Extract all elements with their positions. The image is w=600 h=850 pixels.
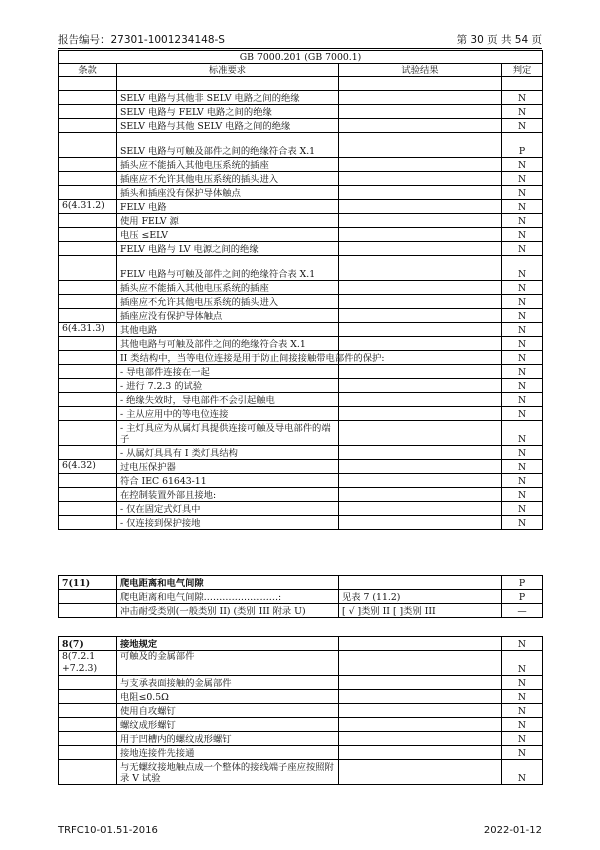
requirement-cell: 插头应不能插入其他电压系统的插座	[117, 281, 339, 295]
table-row	[59, 746, 543, 760]
requirement-cell: FELV 电路与可触及部件之间的绝缘符合表 X.1	[117, 256, 339, 281]
result-cell	[339, 718, 502, 732]
result-cell	[339, 119, 502, 133]
clause-cell	[59, 228, 117, 242]
col-verdict: 判定	[502, 64, 543, 77]
table-row	[59, 732, 543, 746]
requirement-cell: 用于凹槽内的螺纹成形螺钉	[117, 732, 339, 746]
requirement-cell: 与无螺纹接地触点成一个整体的接线端子座应按照附录 V 试验	[117, 760, 339, 785]
verdict-cell: P	[502, 133, 543, 158]
result-cell	[339, 488, 502, 502]
requirement-cell: - 仅在固定式灯具中	[117, 502, 339, 516]
requirement-cell: 在控制装置外部且接地:	[117, 488, 339, 502]
col-result: 试验结果	[339, 64, 502, 77]
table-row	[59, 323, 543, 337]
earthing-verdict: N	[502, 637, 543, 651]
requirement-cell: 其他电路	[117, 323, 339, 337]
requirement-cell: - 导电部件连接在一起	[117, 365, 339, 379]
table-row	[59, 91, 543, 105]
clause-cell	[59, 186, 117, 200]
impulse-category-result: [ √ ]类别 II [ ]类别 III	[339, 604, 502, 618]
clause-cell	[59, 365, 117, 379]
result-cell	[339, 474, 502, 488]
page-header	[58, 32, 542, 48]
earthing-title: 接地规定	[117, 637, 339, 651]
requirement-cell: 电阻≤0.5Ω	[117, 690, 339, 704]
verdict-cell: N	[502, 488, 543, 502]
requirement-cell: 其他电路与可触及部件之间的绝缘符合表 X.1	[117, 337, 339, 351]
table-row	[59, 651, 543, 676]
result-cell	[339, 502, 502, 516]
clause-cell: 6(4.32)	[59, 460, 117, 474]
table-row	[59, 309, 543, 323]
requirement-cell: 插头和插座没有保护导体触点	[117, 186, 339, 200]
requirement-cell: SELV 电路与可触及部件之间的绝缘符合表 X.1	[117, 133, 339, 158]
verdict-cell: N	[502, 379, 543, 393]
requirement-cell: 接地连接件先接通	[117, 746, 339, 760]
table-row	[59, 365, 543, 379]
clause-cell	[59, 407, 117, 421]
verdict-cell: N	[502, 200, 543, 214]
creepage-title: 爬电距离和电气间隙	[117, 576, 339, 590]
result-cell	[339, 133, 502, 158]
clause-cell	[59, 158, 117, 172]
verdict-cell: N	[502, 474, 543, 488]
earthing-clause: 8(7)	[59, 637, 117, 651]
result-cell	[339, 281, 502, 295]
result-cell	[339, 365, 502, 379]
table-row	[59, 690, 543, 704]
result-cell	[339, 214, 502, 228]
form-number: TRFC10-01.51-2016	[58, 825, 158, 836]
clause-cell: 8(7.2.1 +7.2.3)	[59, 651, 117, 676]
table-row	[59, 760, 543, 785]
requirement-cell: 电压 ≤ELV	[117, 228, 339, 242]
clause-cell	[59, 690, 117, 704]
clause-cell	[59, 281, 117, 295]
table-row	[59, 421, 543, 446]
clause-cell	[59, 421, 117, 446]
clause-cell	[59, 446, 117, 460]
issue-date: 2022-01-12	[483, 825, 542, 836]
clause-cell	[59, 718, 117, 732]
page-number: 第 30 页 共 54 页	[456, 34, 542, 46]
result-cell	[339, 704, 502, 718]
verdict-cell: N	[502, 407, 543, 421]
result-cell	[339, 651, 502, 676]
clause-cell	[59, 214, 117, 228]
requirement-cell: 插头应不能插入其他电压系统的插座	[117, 158, 339, 172]
result-cell	[339, 242, 502, 256]
table-row	[59, 379, 543, 393]
result-cell	[339, 77, 502, 91]
clause-cell	[59, 105, 117, 119]
table-row	[59, 119, 543, 133]
result-cell	[339, 690, 502, 704]
requirement-cell: 过电压保护器	[117, 460, 339, 474]
requirement-cell: II 类结构中，当等电位连接是用于防止间接接触带电部件的保护:	[117, 351, 339, 365]
table-row	[59, 228, 543, 242]
verdict-cell: N	[502, 704, 543, 718]
clause-cell	[59, 242, 117, 256]
clause-cell	[59, 516, 117, 530]
clause-cell	[59, 732, 117, 746]
report-number: 报告编号：27301-1001234148-S	[58, 34, 225, 46]
creepage-req-verdict: P	[502, 590, 543, 604]
verdict-cell: N	[502, 502, 543, 516]
standard-title: GB 7000.201 (GB 7000.1)	[59, 51, 543, 64]
col-clause: 条款	[59, 64, 117, 77]
verdict-cell: N	[502, 323, 543, 337]
creepage-table	[58, 575, 543, 618]
verdict-cell: N	[502, 295, 543, 309]
verdict-cell: N	[502, 421, 543, 446]
clause-cell	[59, 119, 117, 133]
verdict-cell: N	[502, 676, 543, 690]
verdict-cell	[502, 77, 543, 91]
clause-cell	[59, 172, 117, 186]
result-cell	[339, 421, 502, 446]
table-row	[59, 200, 543, 214]
requirement-cell: 插座应没有保护导体触点	[117, 309, 339, 323]
requirement-cell: 使用 FELV 源	[117, 214, 339, 228]
table-row	[59, 407, 543, 421]
creepage-verdict: P	[502, 576, 543, 590]
requirement-cell: 插座应不允许其他电压系统的插头进入	[117, 295, 339, 309]
result-cell	[339, 446, 502, 460]
requirement-cell: - 主从应用中的等电位连接	[117, 407, 339, 421]
table-row	[59, 460, 543, 474]
table-row	[59, 676, 543, 690]
impulse-category-req: 冲击耐受类别(一般类别 II) (类别 III 附录 U)	[117, 604, 339, 618]
creepage-result: 见表 7 (11.2)	[339, 590, 502, 604]
table-row	[59, 446, 543, 460]
requirement-cell: 符合 IEC 61643-11	[117, 474, 339, 488]
clause-cell	[59, 295, 117, 309]
requirements-table	[58, 50, 543, 530]
verdict-cell: N	[502, 105, 543, 119]
requirement-cell: - 从属灯具具有 I 类灯具结构	[117, 446, 339, 460]
table-row	[59, 502, 543, 516]
requirement-cell: - 进行 7.2.3 的试验	[117, 379, 339, 393]
creepage-clause: 7(11)	[59, 576, 117, 590]
table-row	[59, 158, 543, 172]
table-row	[59, 474, 543, 488]
table-row	[59, 242, 543, 256]
verdict-cell: N	[502, 746, 543, 760]
clause-cell	[59, 502, 117, 516]
table-row	[59, 704, 543, 718]
verdict-cell: N	[502, 172, 543, 186]
verdict-cell: N	[502, 337, 543, 351]
clause-cell: 6(4.31.3)	[59, 323, 117, 337]
verdict-cell: N	[502, 446, 543, 460]
result-cell	[339, 379, 502, 393]
result-cell	[339, 337, 502, 351]
table-row	[59, 295, 543, 309]
verdict-cell: N	[502, 309, 543, 323]
requirement-cell: - 主灯具应为从属灯具提供连接可触及导电部件的端子	[117, 421, 339, 446]
result-cell	[339, 91, 502, 105]
verdict-cell: N	[502, 228, 543, 242]
clause-cell	[59, 746, 117, 760]
table-row	[59, 77, 543, 91]
requirement-cell: SELV 电路与 FELV 电路之间的绝缘	[117, 105, 339, 119]
result-cell	[339, 407, 502, 421]
requirement-cell: SELV 电路与其他 SELV 电路之间的绝缘	[117, 119, 339, 133]
requirement-cell: FELV 电路与 LV 电源之间的绝缘	[117, 242, 339, 256]
clause-cell	[59, 91, 117, 105]
requirement-cell	[117, 77, 339, 91]
result-cell	[339, 393, 502, 407]
verdict-cell: N	[502, 516, 543, 530]
clause-cell	[59, 393, 117, 407]
clause-cell	[59, 379, 117, 393]
requirement-cell: - 仅连接到保护接地	[117, 516, 339, 530]
verdict-cell: N	[502, 393, 543, 407]
result-cell	[339, 172, 502, 186]
clause-cell	[59, 256, 117, 281]
verdict-cell: N	[502, 256, 543, 281]
table-row	[59, 718, 543, 732]
creepage-req: 爬电距离和电气间隙……………………:	[117, 590, 339, 604]
result-cell	[339, 323, 502, 337]
table-row	[59, 281, 543, 295]
result-cell	[339, 746, 502, 760]
verdict-cell: N	[502, 460, 543, 474]
table-row	[59, 172, 543, 186]
result-cell	[339, 760, 502, 785]
requirement-cell: 使用自攻螺钉	[117, 704, 339, 718]
requirement-cell: - 绝缘失效时，导电部件不会引起触电	[117, 393, 339, 407]
table-row	[59, 133, 543, 158]
result-cell	[339, 228, 502, 242]
clause-cell	[59, 474, 117, 488]
clause-cell	[59, 351, 117, 365]
requirement-cell: 插座应不允许其他电压系统的插头进入	[117, 172, 339, 186]
table-row	[59, 105, 543, 119]
verdict-cell: N	[502, 365, 543, 379]
clause-cell	[59, 309, 117, 323]
verdict-cell: N	[502, 281, 543, 295]
requirement-cell: SELV 电路与其他非 SELV 电路之间的绝缘	[117, 91, 339, 105]
verdict-cell: N	[502, 214, 543, 228]
requirement-cell: 与支承表面接触的金属部件	[117, 676, 339, 690]
result-cell	[339, 732, 502, 746]
clause-cell	[59, 676, 117, 690]
clause-cell	[59, 488, 117, 502]
result-cell	[339, 105, 502, 119]
result-cell	[339, 186, 502, 200]
clause-cell	[59, 77, 117, 91]
table-row	[59, 488, 543, 502]
requirement-cell: FELV 电路	[117, 200, 339, 214]
table-row	[59, 393, 543, 407]
verdict-cell: N	[502, 732, 543, 746]
result-cell	[339, 256, 502, 281]
result-cell	[339, 460, 502, 474]
verdict-cell: N	[502, 690, 543, 704]
verdict-cell: N	[502, 651, 543, 676]
earthing-table	[58, 636, 543, 785]
requirement-cell: 螺纹成形螺钉	[117, 718, 339, 732]
verdict-cell: N	[502, 186, 543, 200]
table-row	[59, 337, 543, 351]
table-row	[59, 186, 543, 200]
clause-cell	[59, 704, 117, 718]
result-cell	[339, 516, 502, 530]
clause-cell	[59, 337, 117, 351]
result-cell	[339, 676, 502, 690]
verdict-cell: N	[502, 91, 543, 105]
verdict-cell: N	[502, 158, 543, 172]
verdict-cell: N	[502, 760, 543, 785]
impulse-category-verdict: —	[502, 604, 543, 618]
result-cell	[339, 309, 502, 323]
verdict-cell: N	[502, 119, 543, 133]
result-cell	[339, 200, 502, 214]
col-requirement: 标准要求	[117, 64, 339, 77]
clause-cell	[59, 760, 117, 785]
result-cell	[339, 158, 502, 172]
requirement-cell: 可触及的金属部件	[117, 651, 339, 676]
table-row	[59, 214, 543, 228]
clause-cell	[59, 133, 117, 158]
verdict-cell: N	[502, 242, 543, 256]
verdict-cell: N	[502, 718, 543, 732]
verdict-cell: N	[502, 351, 543, 365]
table-row	[59, 351, 543, 365]
table-row	[59, 256, 543, 281]
result-cell	[339, 295, 502, 309]
table-row	[59, 516, 543, 530]
clause-cell: 6(4.31.2)	[59, 200, 117, 214]
header-rule	[58, 48, 542, 49]
